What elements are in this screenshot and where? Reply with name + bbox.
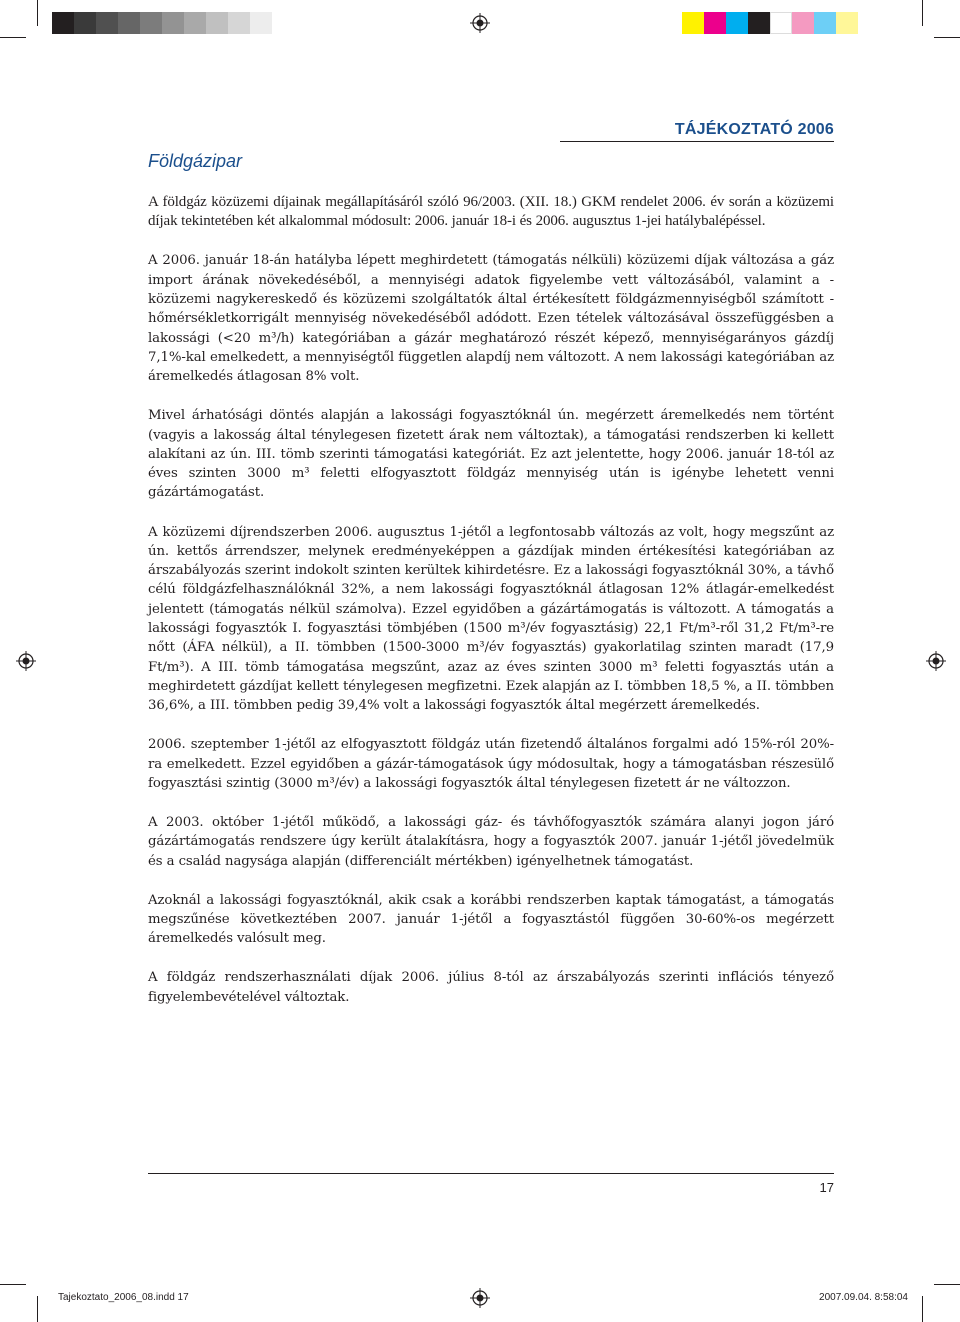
registration-mark-icon — [926, 651, 946, 671]
gray-swatch — [74, 12, 96, 34]
paragraph: Mivel árhatósági döntés alapján a lakossági fogyasztóknál ún. megérzett áremelkedés nem történt (vagyis a lakosság által ténylegesen fizetett árak nem változtak), a támogatási rendszerben ki kellett alakítani az ún. III. tömb szerinti támogatási kategóriát. Ez azt jelentette, hogy 2006. január 18-tól az éves szinten 3000 m³ feletti elfogyasztott földgáz mennyiség után is igénybe lehetett venni gázártámogatást. — [148, 408, 834, 501]
running-header: TÁJÉKOZTATÓ 2006 — [674, 121, 834, 138]
paragraph: A földgáz rendszerhasználati díjak 2006. július 8-tól az árszabályozás szerinti inflációs tényező figyelembevételével változtak. — [148, 970, 834, 1005]
magenta-swatch — [704, 12, 726, 34]
paragraph: A közüzemi díjrendszerben 2006. augusztus 1-jétől a legfontosabb változás az volt, hogy megszűnt az ún. kettős árrendszer, melynek eredményeképpen a gázdíjak minden értékesítési kategóriában az árszabályozás szerint indokolt szinten kerültek kihirdetésre. Ez a lakossági fogyasztóknál 30%, a távhő célú földgázfelhasználóknál 32%, a nem lakossági fogyasztóknál átlagosan 12% átlagár-emelkedést jelentett (támogatás nélkül számolva). Ezzel egyidőben a gázártámogatás is változott. A támogatás a lakossági fogyasztók I. fogyasztási tömbjében (1500 m³/év fogyasztásig) 22,1 Ft/m³-ről 31,2 Ft/m³-re nőtt (ÁFA nélkül), a II. tömbben (1500-3000 m³/év fogyasztás) gyakorlatilag szinten maradt (17,9 Ft/m³). A III. tömb támogatása megszűnt, azaz az éves szinten 3000 m³ feletti fogyasztás után a meghirdetett gázdíjat kellett ténylegesen megfizetni. Ezek alapján az I. tömbben 18,5 %, a II. tömbben 36,6%, a III. tömbben pedig 39,4% volt a lakossági fogyasztók által megérzett áremelkedés. — [148, 524, 834, 714]
crop-mark — [934, 37, 960, 38]
light-cyan-swatch — [814, 12, 836, 34]
gray-swatch — [52, 12, 74, 34]
page-number: 17 — [819, 1180, 834, 1195]
yellow-swatch — [682, 12, 704, 34]
paragraph: A 2006. január 18-án hatályba lépett meghirdetett (támogatás nélküli) közüzemi díjak változása a gáz import árának növekedéséből, a mennyiségi adatok figyelembe vett változásából, valamint a - közüzemi nagykereskedő és közüzemi szolgáltatók által értékesített földgázmennyiségből számított - hőmérsékletkorrigált mennyiség növekedéséből adódott. Ezen tételek változásával összefüggésben a lakossági (<20 m³/h) kategóriában a gázár meghatározó részét képező, mennyiségarányos gázdíj 7,1%-kal emelkedett, a mennyiségtől független alapdíj nem változott. A nem lakossági kategóriában az áremelkedés átlagosan 8% volt. — [148, 253, 834, 385]
section-title: Földgázipar — [148, 151, 243, 171]
white-swatch — [770, 12, 792, 34]
gray-swatch — [96, 12, 118, 34]
registration-mark-icon — [16, 651, 36, 671]
slug-timestamp: 2007.09.04. 8:58:04 — [819, 1292, 908, 1303]
registration-mark-icon — [470, 1288, 490, 1308]
crop-mark — [922, 1296, 923, 1322]
gray-swatch — [250, 12, 272, 34]
process-color-bar — [682, 12, 858, 34]
black-swatch — [748, 12, 770, 34]
gray-swatch — [140, 12, 162, 34]
crop-mark — [934, 1284, 960, 1285]
body-text — [148, 193, 834, 1027]
pink-swatch — [792, 12, 814, 34]
slug-filename: Tajekoztato_2006_08.indd 17 — [58, 1292, 189, 1303]
header-rule — [560, 141, 834, 142]
gray-swatch — [184, 12, 206, 34]
registration-mark-icon — [470, 13, 490, 33]
crop-mark — [922, 0, 923, 26]
gray-swatch — [118, 12, 140, 34]
light-yellow-swatch — [836, 12, 858, 34]
footer-rule — [148, 1173, 834, 1174]
paragraph: A földgáz közüzemi díjainak megállapításáról szóló 96/2003. (XII. 18.) GKM rendelet 2006. év során a közüzemi díjak tekintetében két alkalommal módosult: 2006. január 18-i és 2006. augusztus 1-jei hatálybalépéssel. — [148, 194, 834, 230]
gray-swatch — [206, 12, 228, 34]
gray-swatch — [228, 12, 250, 34]
grayscale-color-bar — [52, 12, 272, 34]
paragraph: A 2003. október 1-jétől működő, a lakossági gáz- és távhőfogyasztók számára alanyi jogon járó gázártámogatás rendszere úgy került átalakításra, hogy a fogyasztók 2007. január 1-jétől jövedelmük és a család nagysága alapján (differenciált mértékben) igényelhetnek támogatást. — [148, 815, 834, 869]
gray-swatch — [162, 12, 184, 34]
paragraph: 2006. szeptember 1-jétől az elfogyasztott földgáz után fizetendő általános forgalmi adó 15%-ról 20%-ra emelkedett. Ezzel egyidőben a gázár-támogatások úgy módosultak, hogy a támogatásban részesülő fogyasztási szintig (3000 m³/év) a lakossági fogyasztók által ténylegesen fizetett ár ne változzon. — [148, 737, 834, 791]
crop-mark — [0, 37, 26, 38]
crop-mark — [37, 1296, 38, 1322]
crop-mark — [37, 0, 38, 26]
cyan-swatch — [726, 12, 748, 34]
crop-mark — [0, 1284, 26, 1285]
paragraph: Azoknál a lakossági fogyasztóknál, akik csak a korábbi rendszerben kaptak támogatást, a támogatás megszűnése következtében 2007. január 1-jétől a fogyasztástól függően 30-60%-os megérzett áremelkedés valósult meg. — [148, 892, 834, 947]
